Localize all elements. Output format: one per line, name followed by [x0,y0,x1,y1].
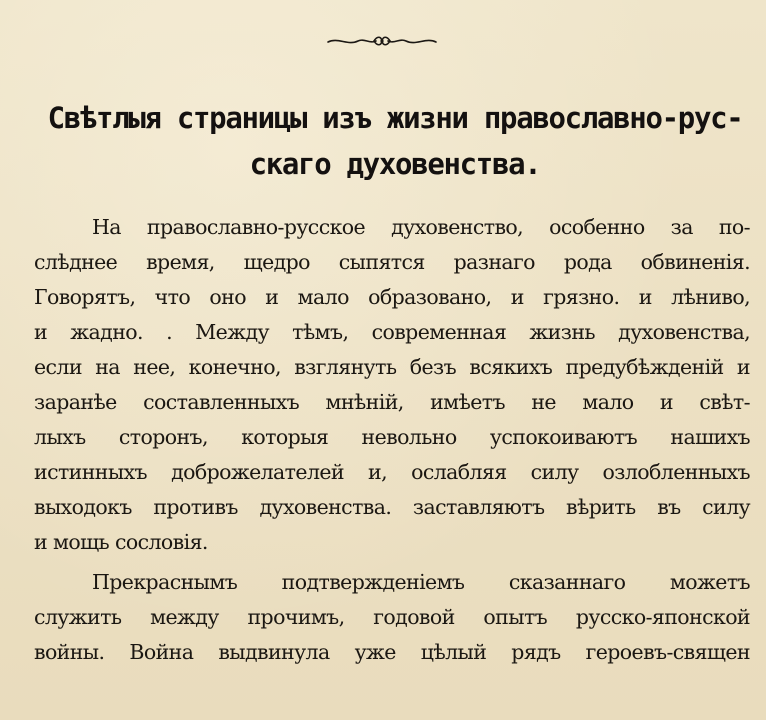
body-text-line: На православно-русское духовенство, особенно за по- [92,215,750,239]
body-text-line: заранѣе составленныхъ мнѣній, имѣетъ не мало и свѣт- [34,390,750,414]
body-text-line: войны. Война выдвинула уже цѣлый рядъ героевъ-священ [34,640,750,664]
body-text-line: если на нее, конечно, взглянуть безъ всякихъ предубѣжденій и [34,355,750,379]
body-text-line: выходокъ противъ духовенства. заставляютъ вѣрить въ силу [34,495,750,519]
body-text-line: служить между прочимъ, годовой опытъ русско-японской [34,605,750,629]
body-text-line: и жадно. . Между тѣмъ, современная жизнь духовенства, [34,320,750,344]
body-text-line: Говорятъ, что оно и мало образовано, и грязно. и лѣниво, [34,285,750,309]
article-title-line-2: скаго духовенства. [249,147,541,181]
article-title-line-1: Свѣтлыя страницы изъ жизни православно-рус- [47,101,743,135]
body-text-line: лыхъ сторонъ, которыя невольно успокоиваютъ нашихъ [34,425,750,449]
body-text-line: Прекраснымъ подтвержденіемъ сказаннаго можетъ [92,570,750,594]
decorative-ornament-icon [326,34,438,48]
body-text-line: слѣднее время, щедро сыпятся разнаго рода обвиненія. [34,250,750,274]
body-text-line: и мощь сословія. [34,530,208,554]
body-text-line: истинныхъ доброжелателей и, ослабляя силу озлобленныхъ [34,460,750,484]
